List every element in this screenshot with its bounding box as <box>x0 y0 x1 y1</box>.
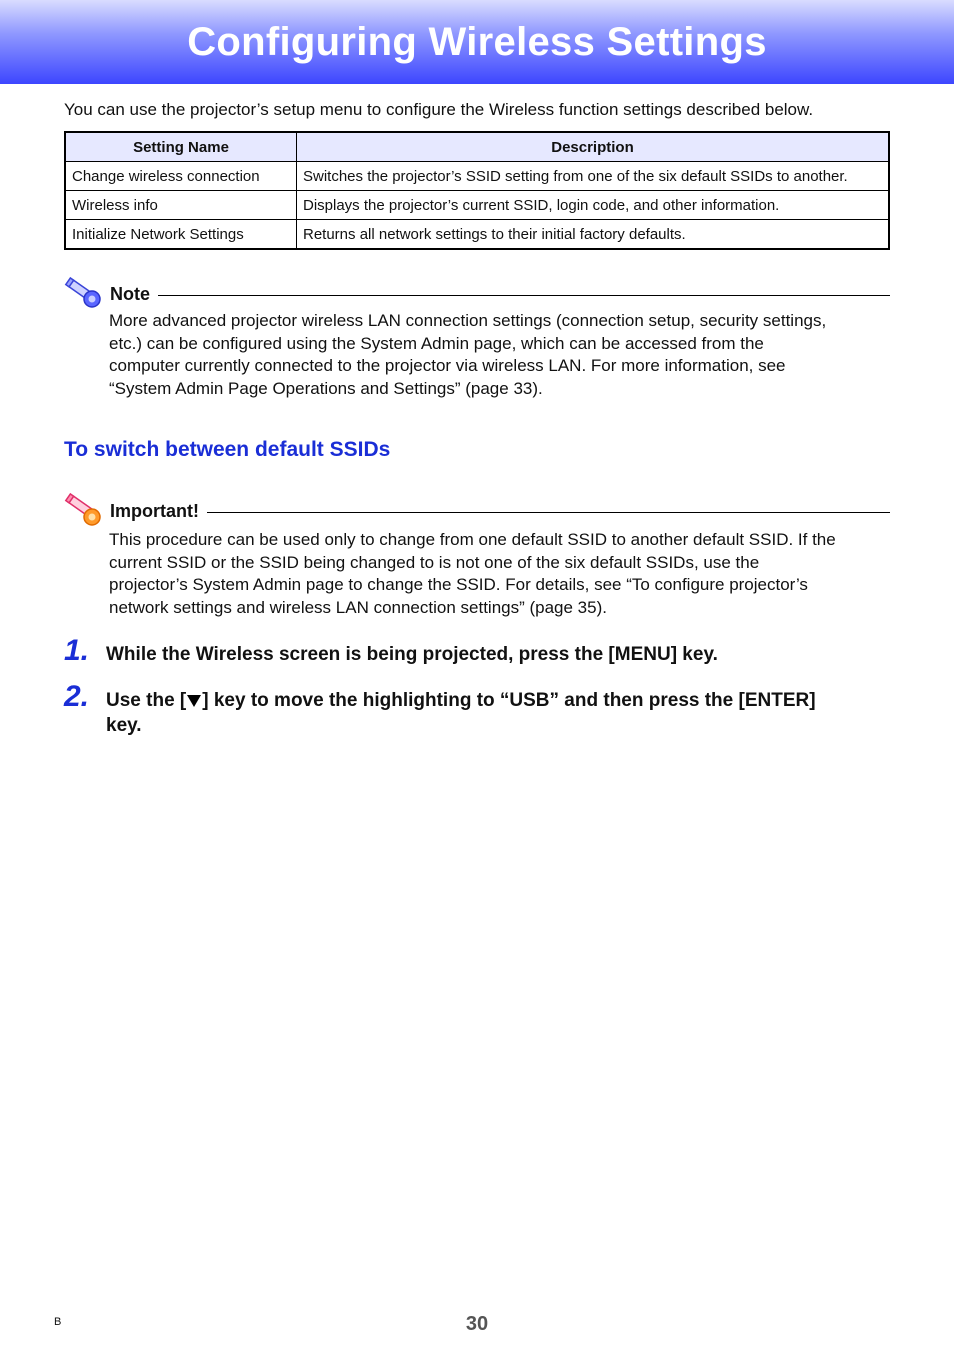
intro-paragraph: You can use the projector’s setup menu to configure the Wireless function settings described below. <box>64 100 814 119</box>
important-header <box>64 491 890 532</box>
column-header-description: Description <box>297 132 890 162</box>
important-line: current SSID or the SSID being changed to is not one of the six default SSIDs, use the <box>109 552 760 572</box>
important-line: This procedure can be used only to change from one default SSID to another default SSID. If the <box>109 530 836 549</box>
setting-name-cell: Change wireless connection <box>65 162 297 191</box>
section-heading: To switch between default SSIDs <box>64 438 391 461</box>
note-line: “System Admin Page Operations and Settings” (page 33). <box>109 379 543 399</box>
important-pencil-icon <box>64 491 104 532</box>
page-title: Configuring Wireless Settings <box>187 20 767 64</box>
description-cell: Displays the projector’s current SSID, login code, and other information. <box>297 191 890 220</box>
title-banner <box>0 0 954 84</box>
step-text-line2: key. <box>106 715 142 736</box>
step-number: 2. <box>64 680 90 713</box>
settings-table <box>64 131 890 250</box>
important-label: Important! <box>110 501 199 521</box>
down-triangle-icon <box>187 695 201 707</box>
step-text-start: Use the [ <box>106 690 187 711</box>
step-text: While the Wireless screen is being projected, press the [MENU] key. <box>106 644 718 665</box>
step-text-end: ] key to move the highlighting to “USB” and then press the [ENTER] <box>202 690 816 711</box>
setting-name-cell: Initialize Network Settings <box>65 220 297 250</box>
note-label: Note <box>110 284 150 304</box>
column-header-setting-name: Setting Name <box>65 132 297 162</box>
important-body <box>109 529 890 620</box>
note-line: computer currently connected to the projector via wireless LAN. For more information, see <box>109 356 786 376</box>
step-text <box>106 688 886 738</box>
important-divider <box>207 512 890 513</box>
page-number: 30 <box>465 1313 489 1335</box>
table-header-row <box>65 132 889 162</box>
description-cell: Returns all network settings to their initial factory defaults. <box>297 220 890 250</box>
table-row <box>65 162 889 191</box>
important-line: projector’s System Admin page to change the SSID. For details, see “To configure projector’s <box>109 575 808 595</box>
footer-mark: B <box>54 1316 62 1328</box>
setting-name-cell: Wireless info <box>65 191 297 220</box>
table-row <box>65 191 889 220</box>
description-cell: Switches the projector’s SSID setting from one of the six default SSIDs to another. <box>297 162 890 191</box>
note-line: More advanced projector wireless LAN connection settings (connection setup, security settings, <box>109 311 827 330</box>
note-line: etc.) can be configured using the System Admin page, which can be accessed from the <box>109 333 764 353</box>
table-row <box>65 220 889 250</box>
important-line: network settings and wireless LAN connection settings” (page 35). <box>109 598 607 618</box>
note-body <box>109 310 890 401</box>
note-divider <box>158 295 890 296</box>
note-pencil-icon <box>64 275 104 314</box>
note-header <box>64 275 890 314</box>
step-number: 1. <box>64 634 90 667</box>
